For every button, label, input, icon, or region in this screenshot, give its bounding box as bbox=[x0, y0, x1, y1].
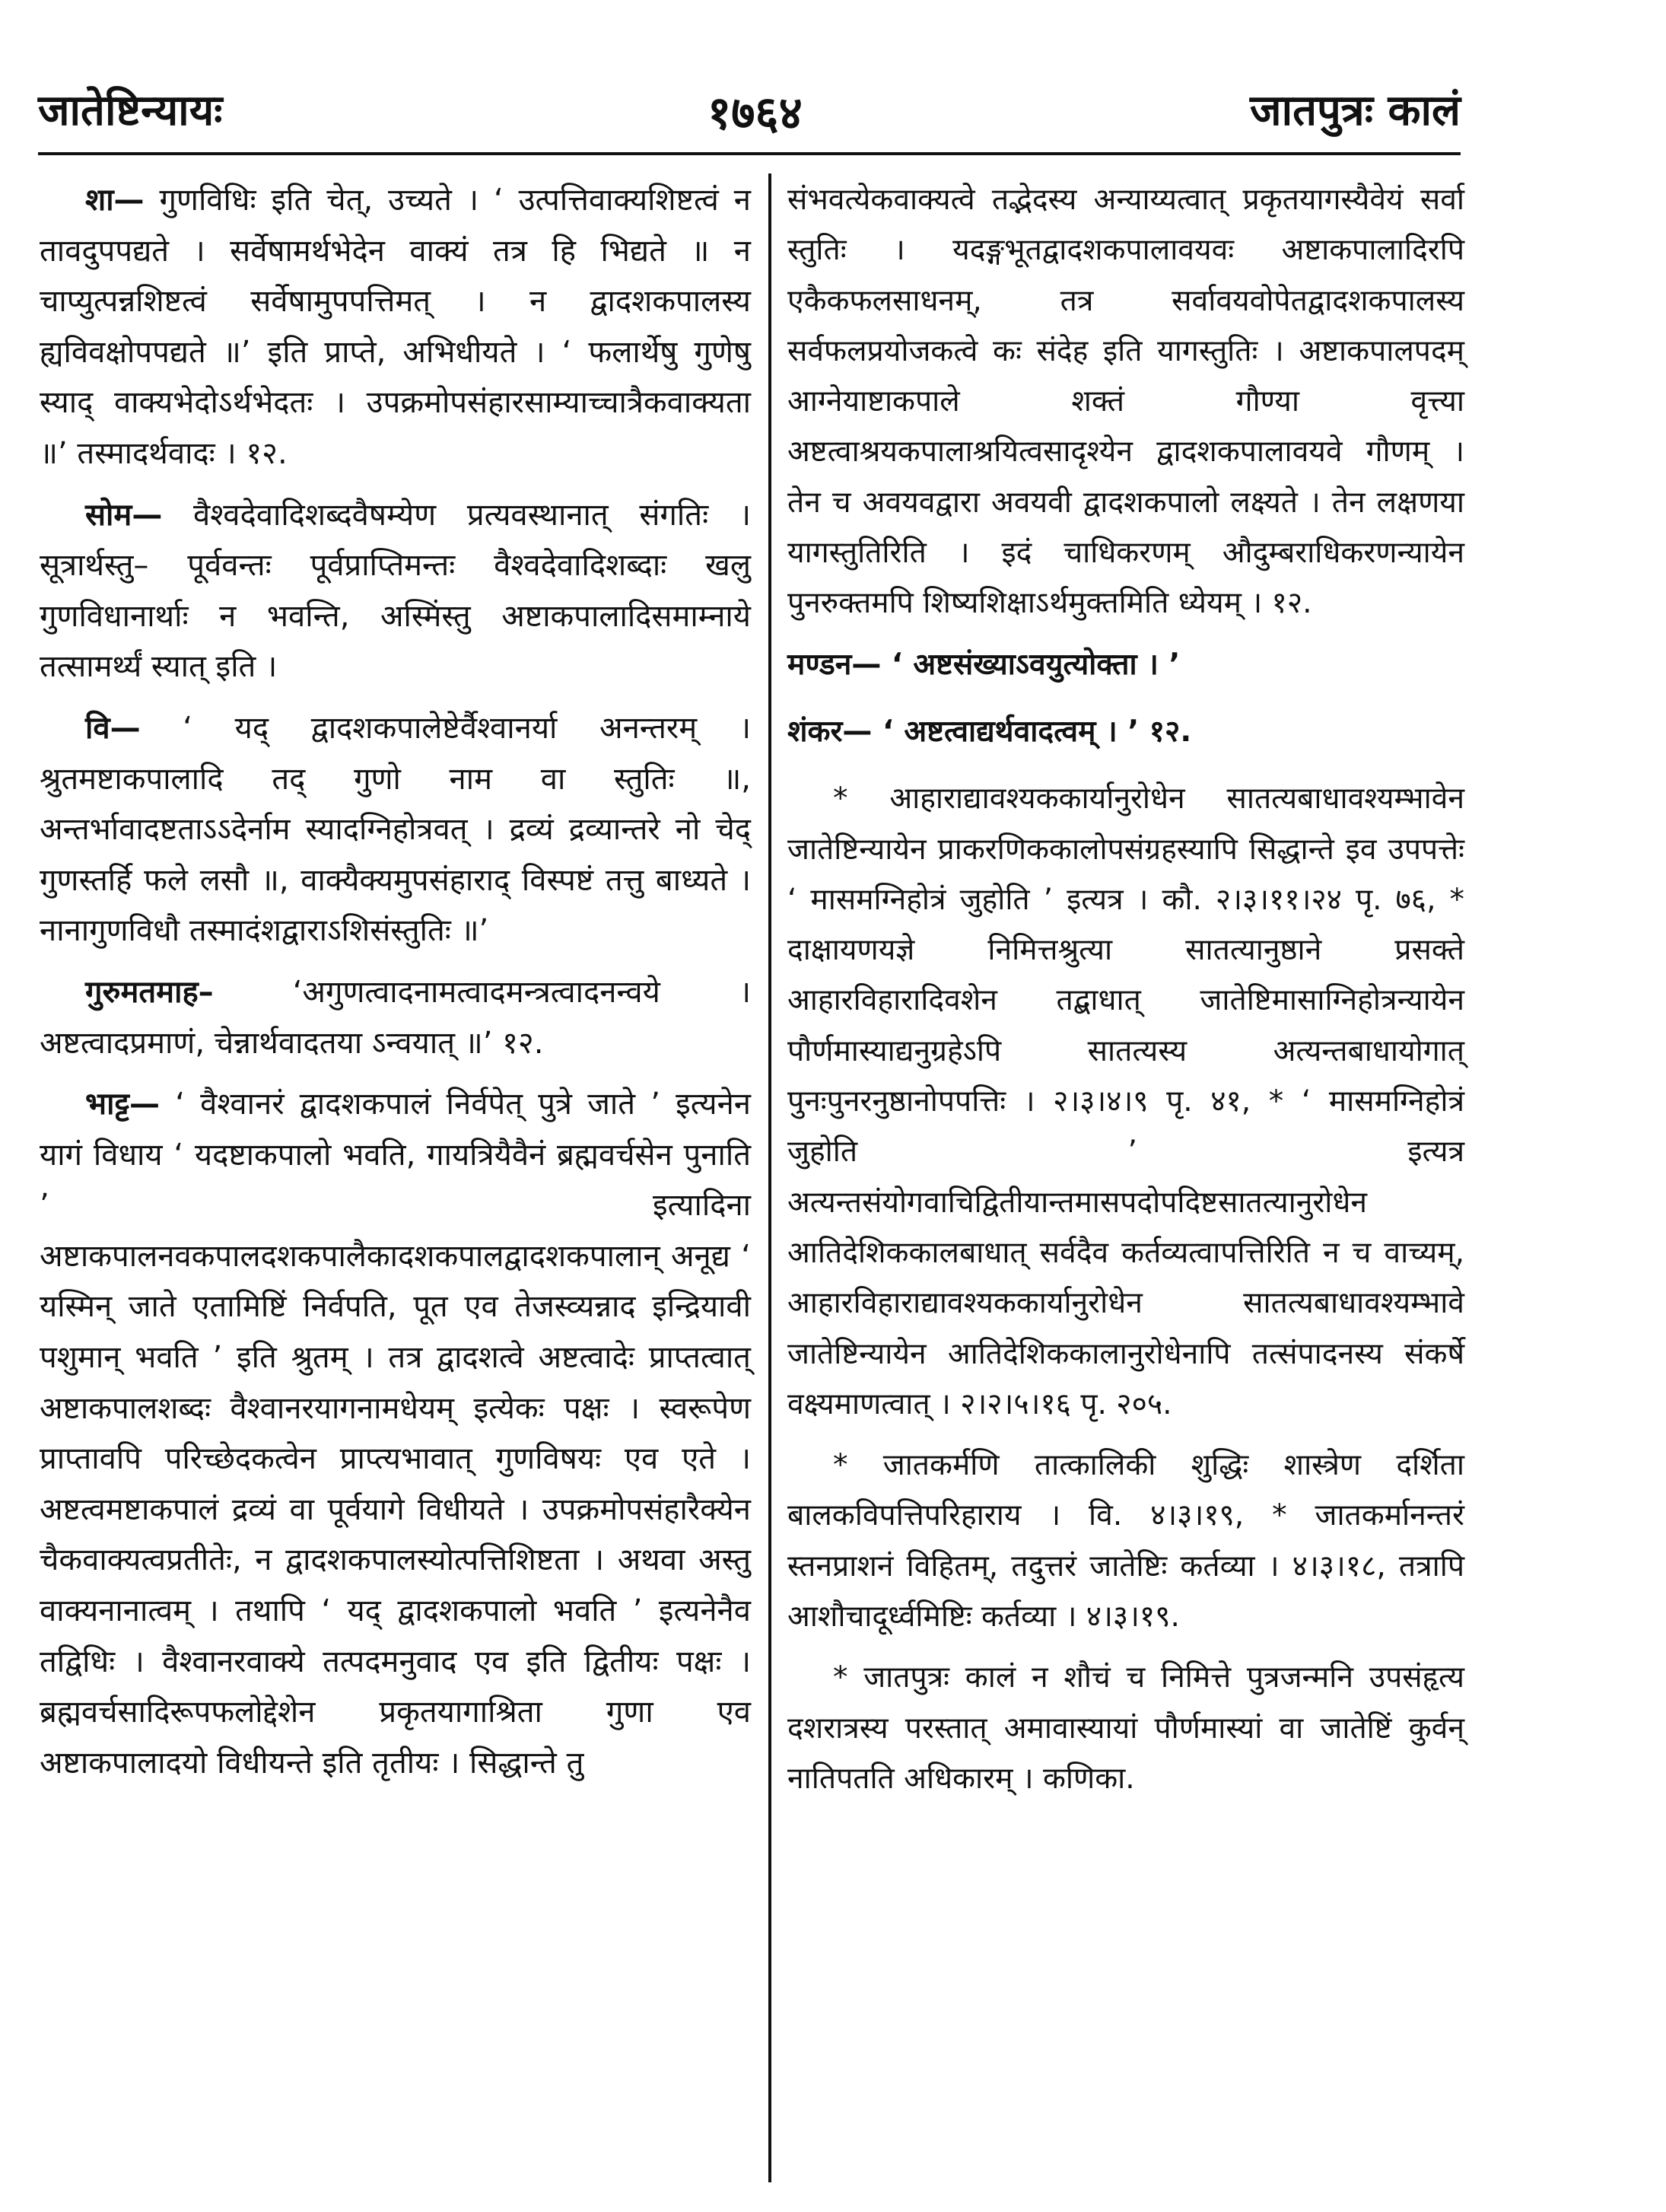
paragraph-text: ‘ वैश्वानरं द्वादशकपालं निर्वपेत् पुत्रे जाते ’ इत्यनेन यागं विधाय ‘ यदष्टाकपालो भवति, गायत्रियैवैनं ब्रह्मवर्चसेन पुनाति ’ इत्यादिना अष्टाकपालनवकपालदशकपालैकादशकपालद्वादशकपालान् अनूद्य ‘ यस्मिन् जाते एतामिष्टिं निर्वपति, पूत एव तेजस्व्यन्नाद इन्द्रियावी पशुमान् भवति ’ इति श्रुतम् । तत्र द्वादशत्वे अष्टत्वादेः प्राप्तत्वात् अष्टाकपालशब्दः वैश्वानरयागनामधेयम् इत्येकः पक्षः । स्वरूपेण प्राप्तावपि परिच्छेदकत्वेन प्राप्त्यभावात् गुणविषयः एव एते । अष्टत्वमष्टाकपालं द्रव्यं वा पूर्वयागे विधीयते । उपक्रमोपसंहारैक्येन चैकवाक्यत्वप्रतीतेः, न द्वादशकपालस्योत्पत्तिशिष्टता । अथवा अस्तु वाक्यनानात्वम् । तथापि ‘ यद् द्वादशकपालो भवति ’ इत्यनेनैव तद्विधिः । वैश्वानरवाक्ये तत्पदमनुवाद एव इति द्वितीयः पक्षः । ब्रह्मवर्चसादिरूपफलोद्देशेन प्रकृतयागाश्रिता गुणा एव अष्टाकपालादयो विधीयन्ते इति तृतीयः । सिद्धान्ते तु bbox=[40, 1087, 751, 1781]
paragraph-vi bbox=[40, 703, 751, 956]
paragraph-shankara bbox=[787, 707, 1464, 757]
paragraph-text: गुणविधिः इति चेत्, उच्यते । ‘ उत्पत्तिवाक्यशिष्टत्वं न तावदुपपद्यते । सर्वेषामर्थभेदेन वाक्यं तत्र हि भिद्यते ॥ न चाप्युत्पन्नशिष्टत्वं सर्वेषामुपपत्तिमत् । न द्वादशकपालस्य ह्यविवक्षोपपद्यते ॥’ इति प्राप्ते, अभिधीयते । ‘ फलार्थेषु गुणेषु स्याद् वाक्यभेदोऽर्थभेदतः । उपक्रमोपसंहारसाम्याच्चात्रैकवाक्यता ॥’ तस्मादर्थवादः । १२. bbox=[40, 183, 751, 471]
column-divider bbox=[768, 173, 771, 2182]
paragraph-text: ‘ अष्टत्वाद्यर्थवादत्वम् । ’ १२. bbox=[872, 714, 1192, 749]
right-column bbox=[787, 175, 1464, 1815]
paragraph-text: ‘ अष्टसंख्याऽवयुत्योक्ता । ’ bbox=[881, 647, 1181, 682]
speaker-label: मण्डन— bbox=[787, 647, 882, 682]
paragraph-continuation bbox=[787, 175, 1464, 629]
paragraph-text: वैश्वदेवादिशब्दवैषम्येण प्रत्यवस्थानात् संगतिः । सूत्रार्थस्तु– पूर्ववन्तः पूर्वप्राप्तिमन्तः वैश्वदेवादिशब्दाः खलु गुणविधानार्थाः न भवन्ति, अस्मिंस्तु अष्टाकपालादिसमाम्नाये तत्सामर्थ्यं स्यात् इति । bbox=[40, 497, 751, 685]
paragraph-note-3 bbox=[787, 1653, 1464, 1804]
paragraph-text: * जातपुत्रः कालं न शौचं च निमित्ते पुत्रजन्मनि उपसंहृत्य दशरात्रस्य परस्तात् अमावास्यायां पौर्णमास्यां वा जातेष्टिं कुर्वन् नातिपतति अधिकारम् । कणिका. bbox=[787, 1660, 1464, 1796]
paragraph-note-2 bbox=[787, 1440, 1464, 1642]
page-number: १७६४ bbox=[707, 87, 803, 140]
paragraph-bhatta bbox=[40, 1079, 751, 1788]
paragraph-text: * जातकर्मणि तात्कालिकी शुद्धिः शास्त्रेण दर्शिता बालकविपत्तिपरिहाराय । वि. ४।३।१९, * जातकर्मानन्तरं स्तनप्राशनं विहितम्, तदुत्तरं जातेष्टिः कर्तव्या । ४।३।१८, तत्रापि आशौचादूर्ध्वमिष्टिः कर्तव्या । ४।३।१९. bbox=[787, 1448, 1464, 1634]
left-column bbox=[40, 175, 751, 1799]
speaker-label: शंकर— bbox=[787, 714, 873, 749]
paragraph-sha bbox=[40, 175, 751, 479]
running-title-right: जातपुत्रः कालं bbox=[1250, 86, 1461, 135]
paragraph-guru bbox=[40, 967, 751, 1068]
paragraph-text: * आहाराद्यावश्यककार्यानुरोधेन सातत्यबाधावश्यम्भावेन जातेष्टिन्यायेन प्राकरणिककालोपसंग्रहस्यापि सिद्धान्ते इव उपपत्तेः ‘ मासमग्निहोत्रं जुहोति ’ इत्यत्र । कौ. २।३।११।२४ पृ. ७६, * दाक्षायणयज्ञे निमित्तश्रुत्या सातत्यानुष्ठाने प्रसक्ते आहारविहारादिवशेन तद्बाधात् जातेष्टिमासाग्निहोत्रन्यायेन पौर्णमास्याद्यनुग्रहेऽपि सातत्यस्य अत्यन्तबाधायोगात् पुनःपुनरनुष्ठानोपपत्तिः । २।३।४।९ पृ. ४१, * ‘ मासमग्निहोत्रं जुहोति ’ इत्यत्र अत्यन्तसंयोगवाचिद्वितीयान्तमासपदोपदिष्टसातत्यानुरोधेन आतिदेशिककालबाधात् सर्वदैव कर्तव्यत्वापत्तिरिति न च वाच्यम्, आहारविहाराद्यावश्यककार्यानुरोधेन सातत्यबाधावश्यम्भावे जातेष्टिन्यायेन आतिदेशिककालानुरोधेनापि तत्संपादनस्य संकर्षे वक्ष्यमाणत्वात् । २।२।५।१६ पृ. २०५. bbox=[787, 781, 1464, 1421]
speaker-label: गुरुमतमाह– bbox=[85, 974, 214, 1010]
page-header bbox=[38, 80, 1461, 141]
header-rule bbox=[38, 152, 1461, 155]
speaker-label: शा— bbox=[85, 183, 145, 218]
speaker-label: वि— bbox=[85, 710, 141, 746]
paragraph-text: ‘अगुणत्वादनामत्वादमन्त्रत्वादनन्वये । अष्टत्वादप्रमाणं, चेन्नार्थवादतया ऽन्वयात् ॥’ १२. bbox=[40, 974, 751, 1061]
paragraph-text: संभवत्येकवाक्यत्वे तद्भेदस्य अन्याय्यत्वात् प्रकृतयागस्यैवेयं सर्वा स्तुतिः । यदङ्गभूतद्वादशकपालावयवः अष्टाकपालादिरपि एकैकफलसाधनम्, तत्र सर्वावयवोपेतद्वादशकपालस्य सर्वफलप्रयोजकत्वे कः संदेह इति यागस्तुतिः । अष्टाकपालपदम् आग्नेयाष्टाकपाले शक्तं गौण्या वृत्त्या अष्टत्वाश्रयकपालाश्रयित्वसादृश्येन द्वादशकपालावयवे गौणम् । तेन च अवयवद्वारा अवयवी द्वादशकपालो लक्ष्यते । तेन लक्षणया यागस्तुतिरिति । इदं चाधिकरणम् औदुम्बराधिकरणन्यायेन पुनरुक्तमपि शिष्यशिक्षाऽर्थमुक्तमिति ध्येयम् । १२. bbox=[787, 183, 1464, 621]
running-title-left: जातेष्टिन्यायः bbox=[38, 86, 223, 135]
paragraph-soma bbox=[40, 490, 751, 692]
speaker-label: भाट्ट— bbox=[85, 1087, 161, 1122]
paragraph-mandana bbox=[787, 640, 1464, 690]
paragraph-note-1 bbox=[787, 774, 1464, 1430]
speaker-label: सोम— bbox=[85, 497, 163, 533]
paragraph-text: ‘ यद् द्वादशकपालेष्टेर्वैश्वानर्या अनन्तरम् । श्रुतमष्टाकपालादि तद् गुणो नाम वा स्तुतिः ॥, अन्तर्भावादष्टताऽऽदेर्नाम स्यादग्निहोत्रवत् । द्रव्यं द्रव्यान्तरे नो चेद् गुणस्तर्हि फले लसौ ॥, वाक्यैक्यमुपसंहाराद् विस्पष्टं तत्तु बाध्यते । नानागुणविधौ तस्मादंशद्वाराऽशिसंस्तुतिः ॥’ bbox=[40, 710, 751, 949]
